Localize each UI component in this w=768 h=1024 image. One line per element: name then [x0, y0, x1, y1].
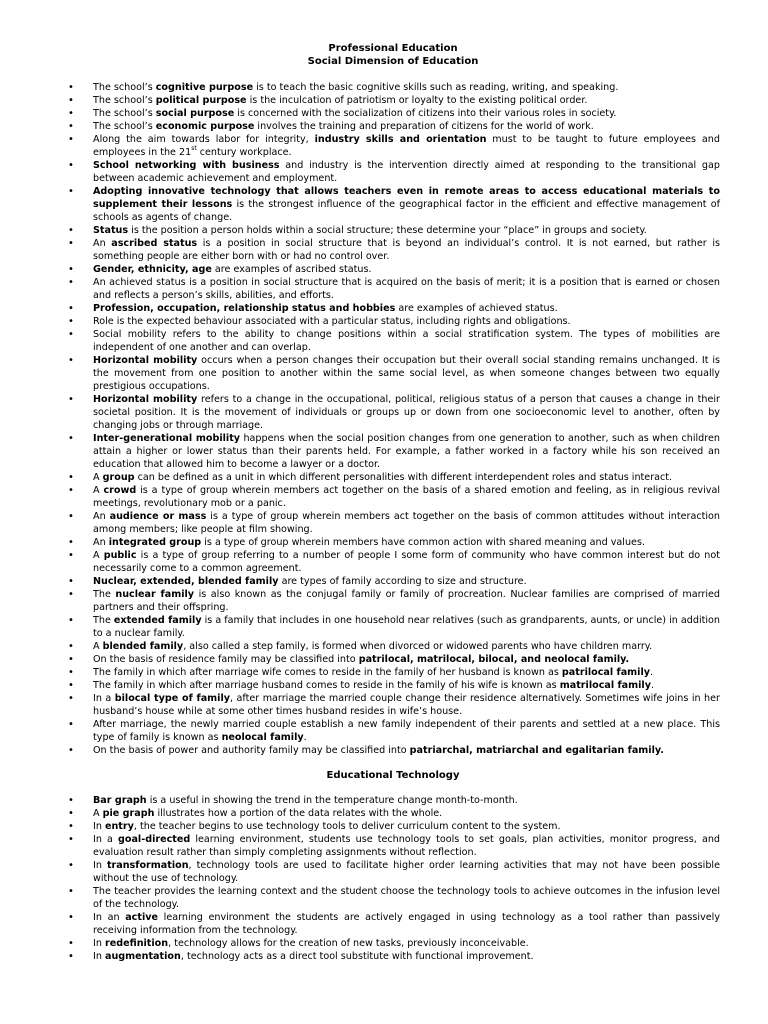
list-item-text: A	[93, 808, 103, 819]
list-item-text: st	[191, 145, 197, 152]
bold-term: nuclear family	[115, 589, 195, 600]
list-item-text: is a useful in showing the trend in the temperature change month-to-month.	[146, 795, 518, 806]
bold-term: extended family	[113, 615, 202, 626]
list-item-text: century workplace.	[196, 147, 292, 158]
bold-term: Gender, ethnicity, age	[93, 264, 212, 275]
bold-term: pie graph	[102, 808, 155, 819]
list-item	[66, 354, 720, 393]
list-item-text: must to be taught to future employees and employees in the 21	[93, 134, 720, 158]
list-item-text: In	[93, 938, 105, 949]
list-item-text: can be defined as a unit in which different personalities with different interdependent roles and status interact.	[134, 472, 673, 483]
list-item	[66, 744, 720, 757]
list-item	[66, 315, 720, 328]
bold-term: ascribed status	[111, 238, 198, 249]
list-item	[66, 859, 720, 885]
list-item-text: An	[93, 238, 112, 249]
list-item	[66, 820, 720, 833]
list-item	[66, 81, 720, 94]
list-item	[66, 159, 720, 185]
list-item-text: , technology acts as a direct tool substitute with functional improvement.	[180, 951, 534, 962]
bold-term: integrated group	[108, 537, 202, 548]
list-item	[66, 328, 720, 354]
list-item-text: In	[93, 951, 105, 962]
bold-term: transformation	[106, 860, 189, 871]
list-item-text: .	[650, 680, 655, 691]
list-item	[66, 510, 720, 536]
list-item-text: The school’s	[93, 121, 156, 132]
list-item-text: is a type of group referring to a number of people I some form of community who have common interest but do not necessarily come to a common agreement.	[93, 550, 720, 574]
list-item	[66, 640, 720, 653]
section-title-educational-technology: Educational Technology	[326, 770, 460, 781]
list-item-text: The	[93, 589, 116, 600]
list-item	[66, 833, 720, 859]
list-item-text: In a	[93, 693, 115, 704]
list-item	[66, 885, 720, 911]
list-item-text: The school’s	[93, 95, 156, 106]
list-item-text: In	[93, 821, 105, 832]
bold-term: goal-directed	[118, 834, 191, 845]
bold-term: augmentation	[104, 951, 181, 962]
list-item-text: refers to a change in the occupational, political, religious status of a person that causes a change in their societal position. It is the movement of individuals or groups up or down from one socioeconomic level to another, often by changing jobs or through marriage.	[93, 394, 720, 431]
list-item-text: On the basis of power and authority family may be classified into	[93, 745, 410, 756]
bold-term: economic purpose	[155, 121, 255, 132]
list-item-text: are types of family according to size and structure.	[278, 576, 527, 587]
list-item-text: is the inculcation of patriotism or loyalty to the existing political order.	[246, 95, 588, 106]
list-item-text: is to teach the basic cognitive skills such as reading, writing, and speaking.	[253, 82, 619, 93]
list-item-text: involves the training and preparation of citizens for the world of work.	[254, 121, 594, 132]
list-item-text: , the teacher begins to use technology tools to deliver curriculum content to the system.	[133, 821, 561, 832]
list-item	[66, 549, 720, 575]
list-item	[66, 471, 720, 484]
list-item-text: occurs when a person changes their occupation but their overall social standing remains unchanged. It is the movement from one position to another within the same social level, as when someone changes between two equally prestigious occupations.	[93, 355, 720, 392]
list-item-text: is a type of group wherein members act together on the basis of a shared emotion and feeling, as in religious revival meetings, revolutionary mob or a panic.	[93, 485, 720, 509]
list-item-text: are examples of ascribed status.	[211, 264, 372, 275]
list-item	[66, 224, 720, 237]
list-item-text: and industry is the intervention directly aimed at responding to the transitional gap between academic achievement and employment.	[93, 160, 720, 184]
bold-term: social purpose	[155, 108, 235, 119]
list-item-text: , technology allows for the creation of new tasks, previously inconceivable.	[168, 938, 529, 949]
bold-term: Profession, occupation, relationship status and hobbies	[93, 303, 396, 314]
social-dimension-list	[66, 81, 720, 757]
list-item-text: , technology tools are used to facilitate higher order learning activities that may not have been possible without the use of technology.	[93, 860, 720, 884]
bold-term: audience or mass	[109, 511, 207, 522]
list-item-text: , also called a step family, is formed when divorced or widowed parents who have children marry.	[183, 641, 653, 652]
bold-term: Adopting innovative technology that allows teachers even in remote areas to access educational materials to supplement their lessons	[93, 186, 720, 210]
bold-term: crowd	[103, 485, 137, 496]
list-item-text: An achieved status is a position in social structure that is acquired on the basis of merit; it is a position that is earned or chosen and reflects a person’s skills, abilities, and efforts.	[93, 277, 720, 301]
list-item	[66, 133, 720, 159]
list-item-text: Role is the expected behaviour associated with a particular status, including rights and obligations.	[93, 316, 571, 327]
list-item-text: The	[93, 615, 114, 626]
bold-term: patriarchal, matriarchal and egalitarian family.	[409, 745, 664, 756]
list-item-text: is concerned with the socialization of citizens into their various roles in society.	[234, 108, 617, 119]
list-item-text: In	[93, 860, 107, 871]
bold-term: School networking with business	[93, 160, 280, 171]
bold-term: Bar graph	[93, 795, 147, 806]
bold-term: public	[103, 550, 137, 561]
list-item-text: .	[650, 667, 654, 678]
list-item-text: The family in which after marriage wife comes to reside in the family of her husband is known as	[93, 667, 562, 678]
bold-term: political purpose	[155, 95, 247, 106]
list-item-text: A	[93, 485, 104, 496]
list-item-text: In an	[93, 912, 126, 923]
list-item-text: After marriage, the newly married couple establish a new family independent of their parents and settled at a new place. This type of family is known as	[93, 719, 720, 743]
list-item	[66, 107, 720, 120]
list-item	[66, 911, 720, 937]
list-item	[66, 302, 720, 315]
bold-term: Nuclear, extended, blended family	[93, 576, 279, 587]
bold-term: redefinition	[104, 938, 169, 949]
list-item	[66, 575, 720, 588]
list-item-text: is the position a person holds within a social structure; these determine your “place” in groups and society.	[128, 225, 647, 236]
list-item-text: In a	[93, 834, 118, 845]
bold-term: matrilocal family	[559, 680, 651, 691]
list-item-text: is a type of group wherein members have common action with shared meaning and values.	[201, 537, 645, 548]
list-item-text: happens when the social position changes from one generation to another, such as when children attain a higher or lower status than their parents held. For example, a father worked in a factory while his son received an education that allowed him to become a lawyer or a doctor.	[93, 433, 720, 470]
list-item-text: is a type of group wherein members act together on the basis of common attitudes without interaction among members; like people at film showing.	[93, 511, 720, 535]
list-item	[66, 432, 720, 471]
educational-technology-list	[66, 794, 720, 963]
list-item-text: is the strongest influence of the geographical factor in the efficient and effective management of schools as agents of change.	[93, 199, 721, 223]
bold-term: active	[125, 912, 158, 923]
list-item	[66, 937, 720, 950]
list-item-text: illustrates how a portion of the data relates with the whole.	[154, 808, 443, 819]
bold-term: bilocal type of family	[114, 693, 230, 704]
list-item-text: , after marriage the married couple change their residence alternatively. Sometimes wife joins in her husband’s house while at some other times husband resides in wife’s house.	[93, 693, 720, 717]
bold-term: entry	[104, 821, 134, 832]
list-item-text: An	[93, 537, 109, 548]
list-item	[66, 653, 720, 666]
bold-term: neolocal family	[221, 732, 304, 743]
list-item	[66, 536, 720, 549]
list-item	[66, 718, 720, 744]
list-item-text: is also known as the conjugal family or family of procreation. Nuclear families are comprised of married partners and their offspring.	[93, 589, 721, 613]
list-item	[66, 120, 720, 133]
list-item-text: is a family that includes in one household near relatives (such as grandparents, aunts, or uncle) in addition to a nuclear family.	[93, 615, 720, 639]
list-item-text: learning environment, students use technology tools to set goals, plan activities, monitor progress, and evaluation result rather than simply completing assignments without reflection.	[93, 834, 720, 858]
list-item-text: A	[93, 641, 103, 652]
list-item	[66, 276, 720, 302]
list-item	[66, 614, 720, 640]
list-item	[66, 484, 720, 510]
list-item-text: A	[93, 550, 104, 561]
list-item	[66, 263, 720, 276]
bold-term: blended family	[102, 641, 184, 652]
list-item-text: The teacher provides the learning context and the student choose the technology tools to achieve outcomes in the infusion level of the technology.	[93, 886, 720, 910]
list-item	[66, 185, 720, 224]
bold-term: Horizontal mobility	[93, 355, 198, 366]
list-item-text: The school’s	[93, 82, 156, 93]
bold-term: patrilocal family	[561, 667, 651, 678]
list-item	[66, 393, 720, 432]
bold-term: Inter-generational mobility	[93, 433, 241, 444]
bold-term: Status	[93, 225, 129, 236]
list-item-text: Social mobility refers to the ability to change positions within a social stratification system. The types of mobilities are independent of one another and can overlap.	[93, 329, 720, 353]
list-item-text: Along the aim towards labor for integrity,	[93, 134, 315, 145]
list-item	[66, 692, 720, 718]
list-item	[66, 588, 720, 614]
list-item	[66, 679, 720, 692]
bold-term: cognitive purpose	[155, 82, 254, 93]
list-item-text: The family in which after marriage husband comes to reside in the family of his wife is known as	[93, 680, 560, 691]
document-subtitle: Social Dimension of Education	[307, 56, 479, 67]
list-item-text: are examples of achieved status.	[395, 303, 558, 314]
list-item	[66, 950, 720, 963]
bold-term: patrilocal, matrilocal, bilocal, and neolocal family.	[358, 654, 630, 665]
list-item-text: An	[93, 511, 110, 522]
list-item-text: is a position in social structure that is beyond an individual’s control. It is not earned, but rather is something people are either born with or had no control over.	[93, 238, 720, 262]
list-item	[66, 94, 720, 107]
list-item-text: On the basis of residence family may be classified into	[93, 654, 359, 665]
bold-term: industry skills and orientation	[314, 134, 487, 145]
list-item-text: The school’s	[93, 108, 156, 119]
list-item	[66, 237, 720, 263]
list-item-text: learning environment the students are actively engaged in using technology as a tool rather than passively receiving information from the technology.	[93, 912, 720, 936]
bold-term: group	[102, 472, 135, 483]
document-title: Professional Education	[328, 43, 458, 54]
list-item-text: .	[303, 732, 307, 743]
list-item	[66, 666, 720, 679]
list-item-text: A	[93, 472, 103, 483]
list-item	[66, 794, 720, 807]
list-item	[66, 807, 720, 820]
bold-term: Horizontal mobility	[93, 394, 198, 405]
